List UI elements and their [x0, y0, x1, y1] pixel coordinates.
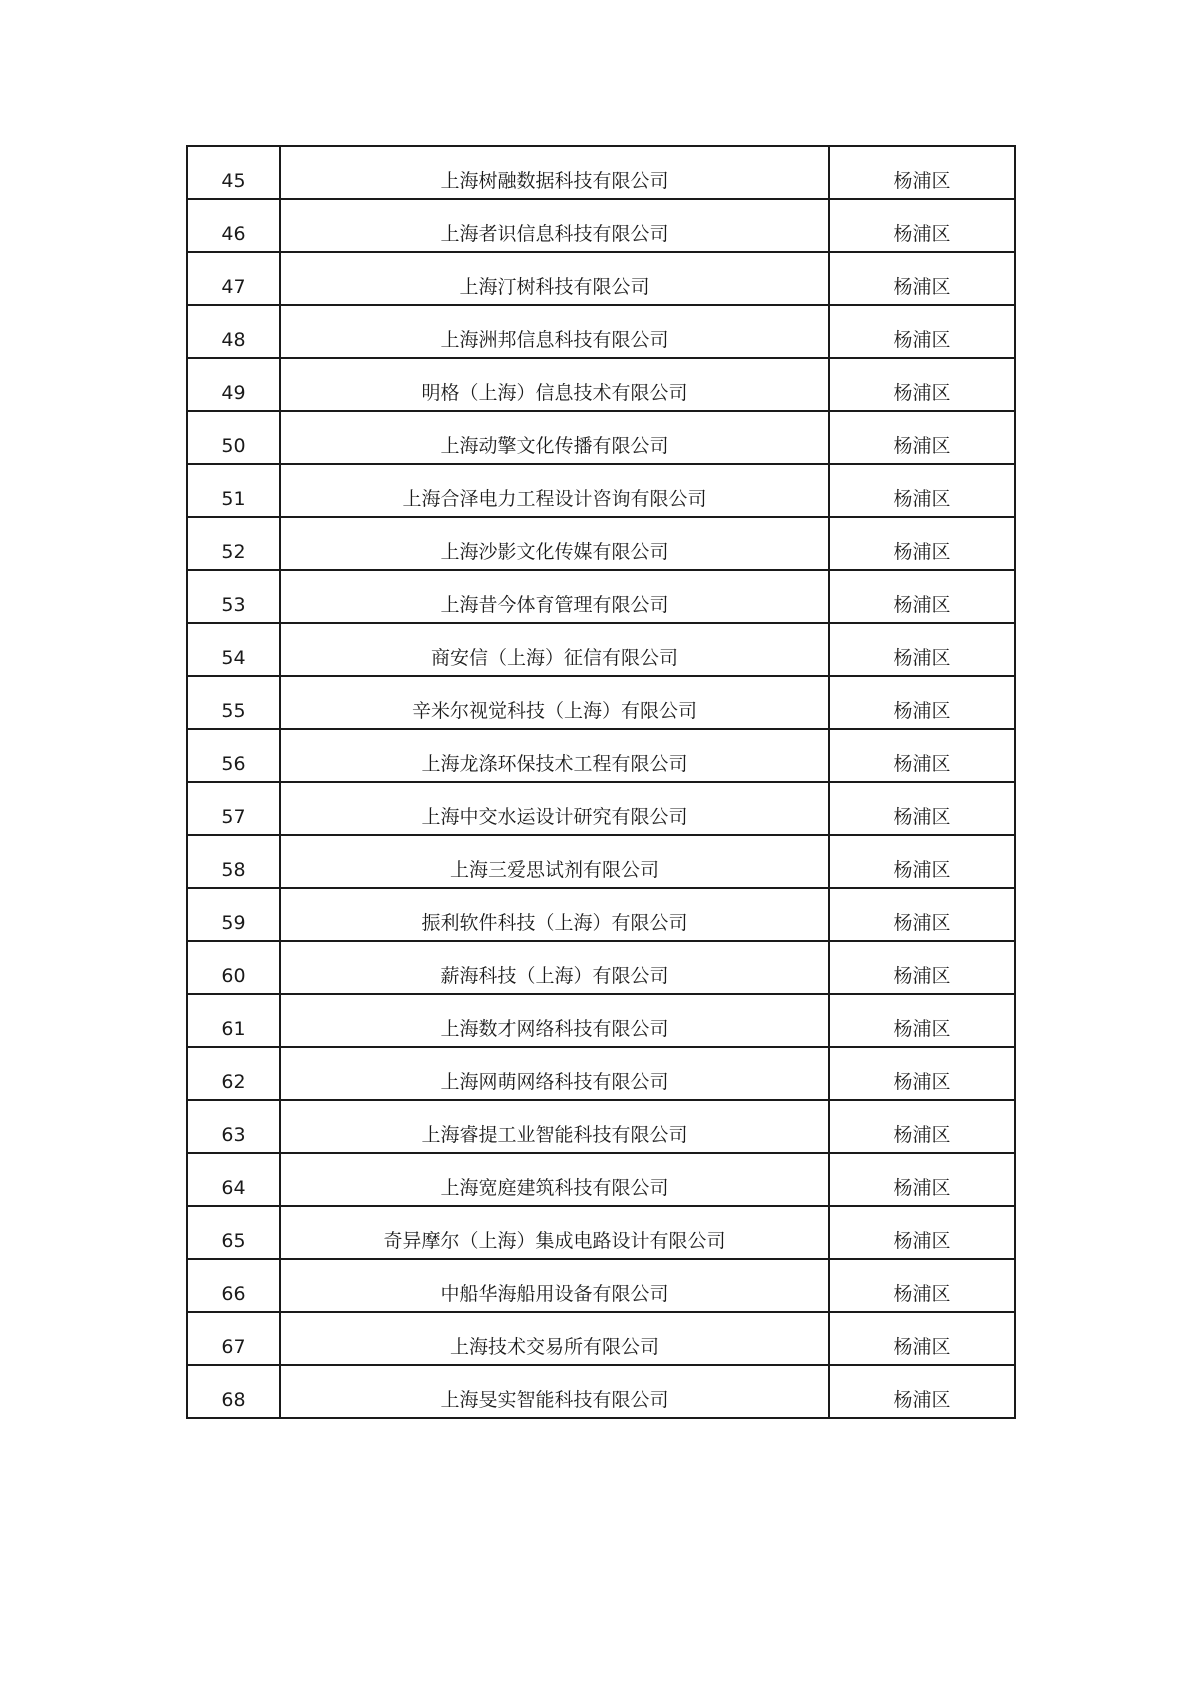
row-number-text: 50	[221, 435, 246, 457]
row-number-text: 52	[221, 541, 246, 563]
company-name-cell	[280, 1047, 829, 1100]
company-name-text: 上海睿提工业智能科技有限公司	[421, 1124, 688, 1146]
district-cell	[829, 1365, 1015, 1418]
row-number-cell	[187, 1365, 280, 1418]
table-row	[187, 1153, 1015, 1206]
row-number-cell	[187, 782, 280, 835]
company-name-cell	[280, 835, 829, 888]
company-name-cell	[280, 199, 829, 252]
table-row	[187, 1365, 1015, 1418]
row-number-cell	[187, 517, 280, 570]
district-text: 杨浦区	[893, 1389, 951, 1411]
district-text: 杨浦区	[893, 1018, 951, 1040]
district-text: 杨浦区	[893, 276, 951, 298]
district-text: 杨浦区	[893, 806, 951, 828]
company-name-text: 辛米尔视觉科技（上海）有限公司	[411, 700, 697, 722]
row-number-cell	[187, 411, 280, 464]
row-number-cell	[187, 464, 280, 517]
company-list-table	[186, 145, 1016, 1419]
table-row	[187, 782, 1015, 835]
row-number-cell	[187, 1153, 280, 1206]
company-name-text: 上海技术交易所有限公司	[449, 1336, 659, 1358]
company-name-cell	[280, 1206, 829, 1259]
table-row	[187, 729, 1015, 782]
district-text: 杨浦区	[893, 170, 951, 192]
company-name-cell	[280, 623, 829, 676]
row-number-text: 45	[221, 170, 246, 192]
district-cell	[829, 1206, 1015, 1259]
row-number-text: 57	[221, 806, 246, 828]
district-cell	[829, 941, 1015, 994]
table-row	[187, 623, 1015, 676]
company-name-cell	[280, 464, 829, 517]
row-number-text: 61	[221, 1018, 246, 1040]
row-number-text: 55	[221, 700, 246, 722]
table-body	[187, 146, 1015, 1418]
company-name-cell	[280, 1153, 829, 1206]
table-row	[187, 1100, 1015, 1153]
company-name-cell	[280, 517, 829, 570]
district-cell	[829, 252, 1015, 305]
company-name-text: 上海昔今体育管理有限公司	[440, 594, 669, 616]
table-row	[187, 1259, 1015, 1312]
row-number-cell	[187, 676, 280, 729]
district-text: 杨浦区	[893, 859, 951, 881]
row-number-text: 46	[221, 223, 246, 245]
company-name-cell	[280, 252, 829, 305]
company-name-cell	[280, 994, 829, 1047]
row-number-cell	[187, 570, 280, 623]
row-number-text: 56	[221, 753, 246, 775]
company-name-cell	[280, 1100, 829, 1153]
row-number-cell	[187, 729, 280, 782]
row-number-text: 48	[221, 329, 246, 351]
row-number-cell	[187, 1206, 280, 1259]
row-number-text: 64	[221, 1177, 246, 1199]
company-name-text: 上海中交水运设计研究有限公司	[421, 806, 688, 828]
table-row	[187, 305, 1015, 358]
row-number-text: 67	[221, 1336, 246, 1358]
company-name-cell	[280, 676, 829, 729]
row-number-text: 58	[221, 859, 246, 881]
row-number-text: 66	[221, 1283, 246, 1305]
company-name-text: 上海树融数据科技有限公司	[440, 170, 669, 192]
row-number-cell	[187, 623, 280, 676]
district-cell	[829, 1259, 1015, 1312]
row-number-text: 51	[221, 488, 246, 510]
row-number-text: 63	[221, 1124, 246, 1146]
district-text: 杨浦区	[893, 912, 951, 934]
district-cell	[829, 358, 1015, 411]
company-name-cell	[280, 570, 829, 623]
company-name-cell	[280, 782, 829, 835]
row-number-cell	[187, 888, 280, 941]
company-name-text: 上海动擎文化传播有限公司	[440, 435, 669, 457]
district-text: 杨浦区	[893, 594, 951, 616]
district-text: 杨浦区	[893, 700, 951, 722]
company-name-text: 商安信（上海）征信有限公司	[430, 647, 678, 669]
company-name-text: 上海三爱思试剂有限公司	[449, 859, 659, 881]
district-text: 杨浦区	[893, 223, 951, 245]
district-text: 杨浦区	[893, 1336, 951, 1358]
district-cell	[829, 1153, 1015, 1206]
district-text: 杨浦区	[893, 965, 951, 987]
row-number-cell	[187, 1312, 280, 1365]
table-row	[187, 994, 1015, 1047]
district-cell	[829, 199, 1015, 252]
row-number-text: 59	[221, 912, 246, 934]
district-cell	[829, 517, 1015, 570]
row-number-cell	[187, 994, 280, 1047]
row-number-cell	[187, 146, 280, 199]
row-number-text: 60	[221, 965, 246, 987]
row-number-cell	[187, 252, 280, 305]
company-name-text: 上海数才网络科技有限公司	[440, 1018, 669, 1040]
district-cell	[829, 570, 1015, 623]
row-number-cell	[187, 199, 280, 252]
row-number-text: 53	[221, 594, 246, 616]
table-row	[187, 1312, 1015, 1365]
company-name-text: 上海合泽电力工程设计咨询有限公司	[402, 488, 707, 510]
district-cell	[829, 729, 1015, 782]
district-text: 杨浦区	[893, 1071, 951, 1093]
row-number-text: 68	[221, 1389, 246, 1411]
row-number-cell	[187, 1100, 280, 1153]
district-text: 杨浦区	[893, 382, 951, 404]
table-row	[187, 835, 1015, 888]
company-name-cell	[280, 888, 829, 941]
district-text: 杨浦区	[893, 1230, 951, 1252]
table-row	[187, 1047, 1015, 1100]
district-cell	[829, 146, 1015, 199]
company-name-text: 上海旻实智能科技有限公司	[440, 1389, 669, 1411]
table-row	[187, 146, 1015, 199]
row-number-cell	[187, 941, 280, 994]
company-name-text: 奇异摩尔（上海）集成电路设计有限公司	[383, 1230, 726, 1252]
company-name-cell	[280, 1312, 829, 1365]
district-text: 杨浦区	[893, 647, 951, 669]
district-cell	[829, 888, 1015, 941]
district-cell	[829, 305, 1015, 358]
district-cell	[829, 835, 1015, 888]
row-number-text: 65	[221, 1230, 246, 1252]
table-row	[187, 676, 1015, 729]
company-name-cell	[280, 305, 829, 358]
district-text: 杨浦区	[893, 329, 951, 351]
table-row	[187, 570, 1015, 623]
row-number-cell	[187, 305, 280, 358]
row-number-text: 47	[221, 276, 246, 298]
company-name-cell	[280, 729, 829, 782]
company-name-text: 明格（上海）信息技术有限公司	[421, 382, 688, 404]
table-row	[187, 517, 1015, 570]
row-number-text: 54	[221, 647, 246, 669]
company-name-cell	[280, 146, 829, 199]
table-row	[187, 888, 1015, 941]
district-cell	[829, 1100, 1015, 1153]
table-row	[187, 411, 1015, 464]
row-number-cell	[187, 1047, 280, 1100]
company-name-text: 上海者识信息科技有限公司	[440, 223, 669, 245]
district-cell	[829, 623, 1015, 676]
district-text: 杨浦区	[893, 1177, 951, 1199]
row-number-cell	[187, 1259, 280, 1312]
company-name-cell	[280, 358, 829, 411]
company-name-text: 上海龙涤环保技术工程有限公司	[421, 753, 688, 775]
table-row	[187, 464, 1015, 517]
company-name-cell	[280, 1365, 829, 1418]
company-name-text: 上海宽庭建筑科技有限公司	[440, 1177, 669, 1199]
district-cell	[829, 464, 1015, 517]
company-name-text: 中船华海船用设备有限公司	[440, 1283, 669, 1305]
district-text: 杨浦区	[893, 1124, 951, 1146]
table-row	[187, 252, 1015, 305]
company-name-text: 上海网萌网络科技有限公司	[440, 1071, 669, 1093]
row-number-text: 62	[221, 1071, 246, 1093]
district-cell	[829, 676, 1015, 729]
table-row	[187, 199, 1015, 252]
table-row	[187, 941, 1015, 994]
company-name-text: 上海洲邦信息科技有限公司	[440, 329, 669, 351]
district-cell	[829, 1047, 1015, 1100]
district-text: 杨浦区	[893, 541, 951, 563]
district-text: 杨浦区	[893, 488, 951, 510]
district-text: 杨浦区	[893, 1283, 951, 1305]
district-text: 杨浦区	[893, 435, 951, 457]
district-text: 杨浦区	[893, 753, 951, 775]
row-number-cell	[187, 358, 280, 411]
table-row	[187, 1206, 1015, 1259]
company-name-cell	[280, 941, 829, 994]
district-cell	[829, 782, 1015, 835]
company-name-cell	[280, 411, 829, 464]
row-number-cell	[187, 835, 280, 888]
table-row	[187, 358, 1015, 411]
company-name-text: 薪海科技（上海）有限公司	[440, 965, 669, 987]
company-name-cell	[280, 1259, 829, 1312]
company-name-text: 振利软件科技（上海）有限公司	[421, 912, 688, 934]
company-name-text: 上海汀树科技有限公司	[459, 276, 650, 298]
company-name-text: 上海沙影文化传媒有限公司	[440, 541, 669, 563]
row-number-text: 49	[221, 382, 246, 404]
district-cell	[829, 994, 1015, 1047]
district-cell	[829, 411, 1015, 464]
district-cell	[829, 1312, 1015, 1365]
